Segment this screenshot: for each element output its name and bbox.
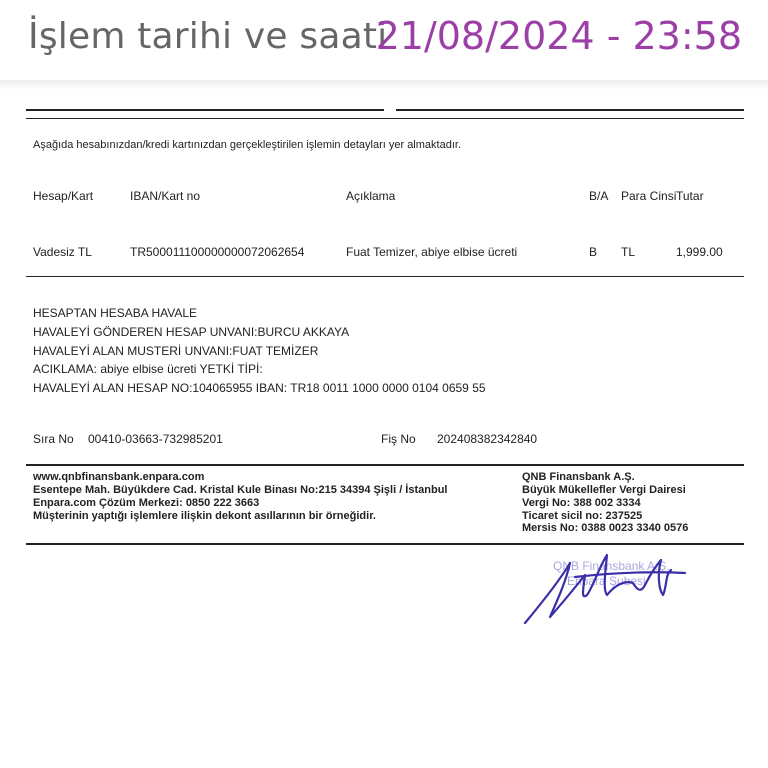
fis-value: 202408382342840 (437, 432, 538, 446)
footer-mersis: Mersis No: 0388 0023 3340 0576 (522, 522, 689, 534)
table-bottom-rule (26, 276, 744, 277)
footer-tax-no: Vergi No: 388 002 3334 (522, 497, 641, 509)
stamp-line-2: Enpara Şubesi (567, 574, 646, 588)
top-rule-right (396, 109, 744, 111)
cell-ba: B (589, 245, 598, 259)
footer-website: www.qnbfinansbank.enpara.com (33, 471, 205, 483)
cell-account: Vadesiz TL (33, 245, 92, 259)
signature-stamp (515, 545, 705, 635)
stamp-line-1: QNB Finansbank A.Ş. (553, 559, 670, 573)
footer-support-phone: Enpara.com Çözüm Merkezi: 0850 222 3663 (33, 497, 260, 509)
footer-address: Esentepe Mah. Büyükdere Cad. Kristal Kule Binası No:215 34394 Şişli / İstanbul (33, 484, 448, 496)
detail-line: HAVALEYİ GÖNDEREN HESAP UNVANI:BURCU AKKAYA (33, 325, 350, 339)
col-header-description: Açıklama (346, 189, 396, 203)
top-rule-full (26, 118, 744, 119)
sira-label: Sıra No (33, 432, 74, 446)
cell-amount: 1,999.00 (676, 245, 723, 259)
footer-tax-office: Büyük Mükellefler Vergi Dairesi (522, 484, 686, 496)
col-header-ba: B/A (589, 189, 609, 203)
header-bar (0, 0, 768, 81)
detail-line: ACIKLAMA: abiye elbise ücreti YETKİ TİPİ: (33, 362, 263, 376)
footer-disclaimer: Müşterinin yaptığı işlemlere ilişkin dekont asıllarının bir örneğidir. (33, 510, 376, 522)
detail-line: HAVALEYİ ALAN HESAP NO:104065955 IBAN: TR18 0011 1000 0000 0104 0659 55 (33, 381, 486, 395)
col-header-currency: Para Cinsi (621, 189, 677, 203)
transaction-datetime-label: İşlem tarihi ve saati (28, 16, 388, 57)
header-shadow (0, 80, 768, 90)
col-header-amount: Tutar (676, 189, 704, 203)
col-header-iban: IBAN/Kart no (130, 189, 201, 203)
detail-line: HAVALEYİ ALAN MUSTERİ UNVANI:FUAT TEMİZER (33, 344, 319, 358)
fis-label: Fiş No (381, 432, 416, 446)
sira-value: 00410-03663-732985201 (88, 432, 223, 446)
col-header-account: Hesap/Kart (33, 189, 94, 203)
cell-iban: TR500011100000000072062654 (130, 245, 305, 259)
footer-top-rule (26, 464, 744, 466)
footer-bank-name: QNB Finansbank A.Ş. (522, 471, 635, 483)
footer-trade-registry: Ticaret sicil no: 237525 (522, 510, 643, 522)
detail-line: HESAPTAN HESABA HAVALE (33, 306, 198, 320)
top-rule-left (26, 109, 384, 111)
cell-description: Fuat Temizer, abiye elbise ücreti (346, 245, 518, 259)
transaction-datetime-value: 21/08/2024 - 23:58 (375, 14, 742, 58)
cell-currency: TL (621, 245, 636, 259)
intro-text: Aşağıda hesabınızdan/kredi kartınızdan gerçekleştirilen işlemin detayları yer almaktadır. (33, 139, 461, 151)
